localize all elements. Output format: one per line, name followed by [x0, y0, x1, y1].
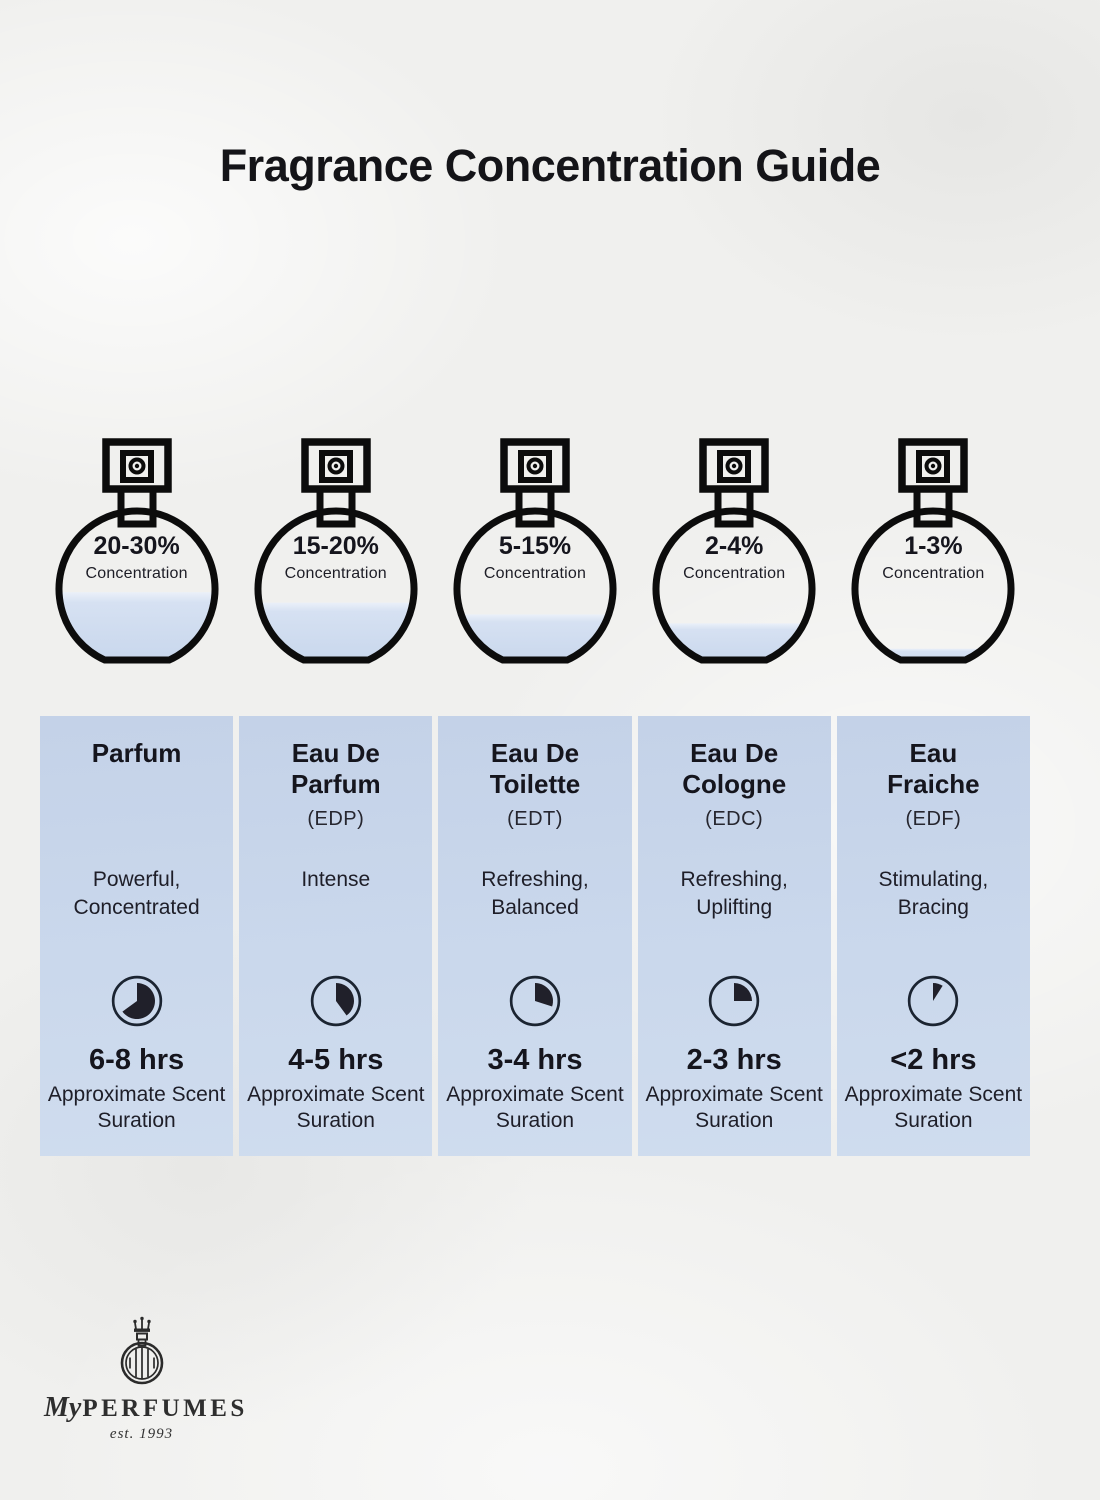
bottle-text	[47, 534, 227, 582]
scent-duration: 4-5 hrs	[288, 1044, 384, 1076]
bottle-cell	[638, 432, 831, 672]
card-eau-fraiche	[837, 716, 1030, 1156]
fragrance-description: Refreshing, Uplifting	[680, 868, 788, 919]
bottle-text	[445, 534, 625, 582]
duration-note: Approximate Scent Suration	[645, 1083, 823, 1133]
clock-icon	[837, 974, 1030, 1028]
clock-icon	[638, 974, 831, 1028]
perfume-bottle-icon	[246, 432, 426, 672]
bottle-cell	[837, 432, 1030, 672]
card-eau-de-toilette	[438, 716, 631, 1156]
fragrance-type-name: Parfum	[91, 738, 182, 768]
card-head	[239, 738, 432, 866]
fragrance-description: Powerful, Concentrated	[73, 868, 200, 919]
fragrance-description: Stimulating, Bracing	[878, 868, 989, 919]
clock-icon	[40, 974, 233, 1028]
bottle-text	[644, 534, 824, 582]
fragrance-type-abbr: (EDF)	[905, 808, 962, 831]
concentration-label: Concentration	[683, 565, 786, 582]
scent-duration: 6-8 hrs	[89, 1044, 185, 1076]
fragrance-type-abbr: (EDC)	[705, 808, 764, 831]
duration-note: Approximate Scent Suration	[446, 1083, 624, 1133]
clock-icon	[239, 974, 432, 1028]
fragrance-type-name: Eau De Cologne	[682, 738, 787, 799]
card-eau-de-cologne	[638, 716, 831, 1156]
concentration-range: 2-4%	[705, 532, 764, 560]
fragrance-type-name: Eau De Toilette	[489, 738, 581, 799]
page-title: Fragrance Concentration Guide	[219, 140, 881, 191]
perfume-bottle-crown-icon	[111, 1316, 173, 1388]
card-head	[638, 738, 831, 866]
clock-icon	[438, 974, 631, 1028]
bottle-text	[843, 534, 1023, 582]
scent-duration: 2-3 hrs	[686, 1044, 782, 1076]
concentration-range: 20-30%	[93, 532, 180, 560]
bottle-cell	[40, 432, 233, 672]
fragrance-description: Intense	[301, 868, 371, 891]
bottles-row	[40, 432, 1030, 672]
concentration-label: Concentration	[85, 565, 188, 582]
card-head	[40, 738, 233, 866]
brand-established: est. 1993	[109, 1426, 174, 1442]
card-head	[438, 738, 631, 866]
perfume-bottle-icon	[644, 432, 824, 672]
fragrance-type-name: Eau Fraiche	[887, 738, 980, 799]
brand-logo	[44, 1316, 248, 1443]
concentration-label: Concentration	[284, 565, 387, 582]
brand-name: PERFUMES	[82, 1395, 248, 1422]
brand-wordmark	[44, 1392, 248, 1424]
concentration-range: 1-3%	[904, 532, 963, 560]
fragrance-type-abbr: (EDP)	[307, 808, 365, 831]
fragrance-type-abbr: (EDT)	[507, 808, 563, 831]
card-eau-de-parfum	[239, 716, 432, 1156]
bottle-text	[246, 534, 426, 582]
fragrance-description: Refreshing, Balanced	[481, 868, 589, 919]
duration-note: Approximate Scent Suration	[247, 1083, 425, 1133]
duration-note: Approximate Scent Suration	[844, 1083, 1023, 1133]
concentration-range: 15-20%	[292, 532, 379, 560]
brand-prefix: My	[44, 1392, 82, 1423]
concentration-label: Concentration	[882, 565, 985, 582]
duration-note: Approximate Scent Suration	[47, 1083, 226, 1133]
concentration-label: Concentration	[483, 565, 587, 582]
bottle-cell	[438, 432, 631, 672]
perfume-bottle-icon	[445, 432, 625, 672]
perfume-bottle-icon	[47, 432, 227, 672]
fragrance-type-name: Eau De Parfum	[290, 738, 381, 799]
scent-duration: <2 hrs	[890, 1044, 977, 1076]
cards-row	[40, 716, 1030, 1156]
card-parfum	[40, 716, 233, 1156]
scent-duration: 3-4 hrs	[487, 1044, 583, 1076]
perfume-bottle-icon	[843, 432, 1023, 672]
card-head	[837, 738, 1030, 866]
bottle-cell	[239, 432, 432, 672]
concentration-range: 5-15%	[498, 532, 572, 560]
